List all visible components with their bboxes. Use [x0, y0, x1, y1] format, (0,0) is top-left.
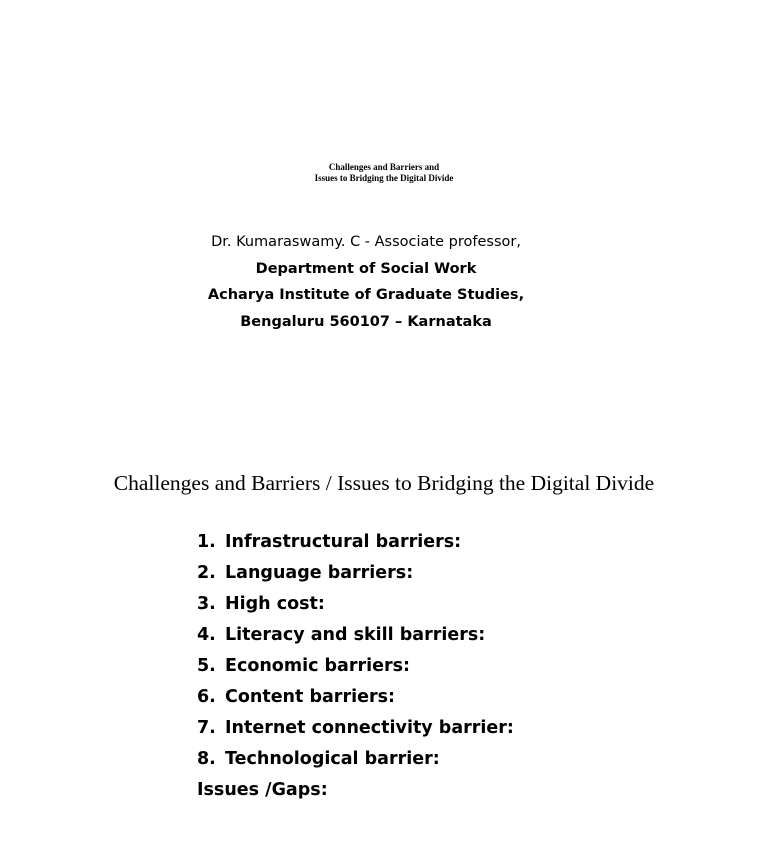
small-title-line-2: Issues to Bridging the Digital Divide — [314, 173, 454, 183]
list-item — [197, 620, 514, 651]
list-item-label: Literacy and skill barriers: — [225, 625, 486, 645]
list-item-label: Internet connectivity barrier: — [225, 718, 514, 738]
list-item-label: High cost: — [225, 594, 325, 614]
list-item-number: 1. — [197, 532, 216, 552]
author-block — [0, 230, 732, 336]
list-item-number: 4. — [197, 625, 216, 645]
list-item-number: 8. — [197, 749, 216, 769]
list-item-number: 5. — [197, 656, 216, 676]
list-item-label: Economic barriers: — [225, 656, 411, 676]
list-item-number: 2. — [197, 563, 216, 583]
list-item-number: 7. — [197, 718, 216, 738]
list-item — [197, 651, 514, 682]
list-item-number: 6. — [197, 687, 216, 707]
list-item — [197, 527, 514, 558]
list-item — [197, 558, 514, 589]
list-item-label: Technological barrier: — [225, 749, 440, 769]
list-item-number: 3. — [197, 594, 216, 614]
issues-gaps-label: Issues /Gaps: — [197, 780, 328, 800]
list-item-label: Content barriers: — [225, 687, 395, 707]
list-item — [197, 589, 514, 620]
author-name: Dr. Kumaraswamy. C - Associate professor, — [211, 234, 521, 250]
barrier-list — [197, 527, 514, 775]
section-heading: Challenges and Barriers / Issues to Bridging the Digital Divide — [113, 471, 655, 495]
list-item-label: Language barriers: — [225, 563, 414, 583]
author-institute: Acharya Institute of Graduate Studies, — [207, 287, 525, 303]
list-item — [197, 682, 514, 713]
list-item-label: Infrastructural barriers: — [225, 532, 462, 552]
author-department: Department of Social Work — [255, 260, 477, 277]
small-title-line-1: Challenges and Barriers and — [328, 162, 440, 172]
list-item — [197, 744, 514, 775]
list-item — [197, 713, 514, 744]
author-location: Bengaluru 560107 – Karnataka — [240, 313, 492, 330]
